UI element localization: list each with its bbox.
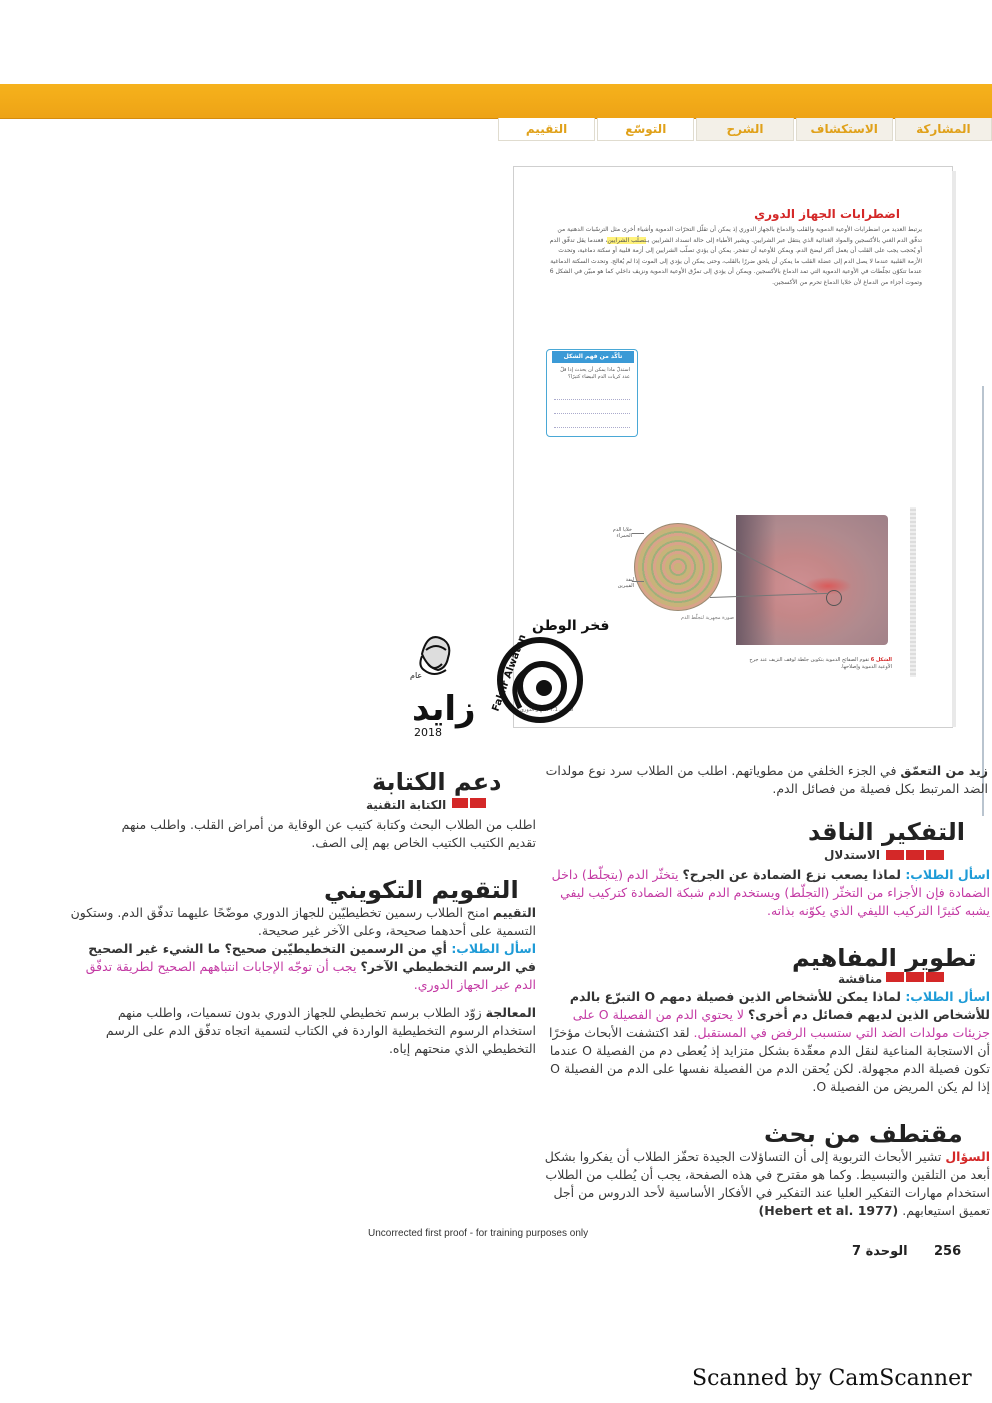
fakhr-alwatan-stamp [490,616,610,732]
formative-paragraph: التقييم امنح الطلاب رسمين تخطيطيّين للجهاز الدوري موضّحًا عليهما تدفّق الدم. وستكون التسمية على أحدهما صحيحة، وعلى الآخر غير صحيحة. اسأل الطلاب: أي من الرسمين التخطيطيّين صحيح؟ ما الشيء غير الصحيح في الرسم التخطيطي الآخر؟ يجب أن توجّه الإجابات انتباههم الصحيح لطريقة تدفّق الدم عبر الجهاز الدوري. [70,905,536,992]
tab-evaluate[interactable]: التقييم [498,118,595,141]
svg-text:Fakhr Alwatan: Fakhr Alwatan [490,633,529,714]
svg-text:2018: 2018 [414,726,442,739]
zayed-year-stamp [408,620,482,740]
difficulty-badges [886,850,944,860]
critical-paragraph: اسأل الطلاب: لماذا يصعب نزع الضمادة عن الجرح؟ يتخثّر الدم (يتجلّط) داخل الضمادة فإن الأجزاء من التخثّر (التجلّط) ويستخدم الدم شبكة الضمادة كتركيب ليفي يشبه كثيرًا التركيب الليفي الذي يكوّنه بذاته. [551,867,990,918]
check-figure-text: استدلّ ماذا يمكن أن يحدث إذا قلّ عدد كريات الدم البيضاء كثيرًا؟ [560,367,630,380]
page-edge [982,386,984,816]
tab-elaborate[interactable]: التوسّع [597,118,694,141]
concepts-tag: مناقشة [838,972,883,986]
research-paragraph: السؤال تشير الأبحاث التربوية إلى أن التساؤلات الجيدة تحفّز الطلاب أن يفكروا بشكل أبعد من التلقين والتبسيط. وكما هو مقترح في هذه الصفحة، يجب أن يُطلب من الطلاب استخدام مهارات التفكير العليا عند التفكير في الأفكار الأساسية لأحد الدروس من أجل تعميق استيعابهم. (Hebert et al. 1977) [544,1149,990,1218]
formative-assessment-title: التقويم التكويني [324,876,519,904]
label-fibrin: ليفة الفيبرين [617,577,634,589]
svg-text:عام: عام [410,671,423,680]
remediation-paragraph: المعالجة زوّد الطلاب برسم تخطيطي للجهاز الدوري بدون تسميات، واطلب منهم استخدام الرسوم التخطيطية الواردة في الكتاب لتسمية اتجاه تدفّق الدم على الرسم التخطيطي الذي منحتهم إياه. [105,1005,536,1056]
svg-text:فخر الوطن: فخر الوطن [532,618,610,634]
check-figure-title: تأكّد من فهم الشكل [552,351,634,363]
proof-notice: Uncorrected first proof - for training purposes only [368,1228,589,1239]
critical-thinking-title: التفكير الناقد [808,818,965,846]
clot-micrograph [634,523,722,611]
tab-explore[interactable]: الاستكشاف [796,118,893,141]
concepts-paragraph: اسأل الطلاب: لماذا يمكن للأشخاص الذين فصيلة دمهم O التبرّع بالدم للأشخاص الذين لديهم فصائل دم أخرى؟ لا يحتوي الدم من الفصيلة O على جزيئات مولدات الضد التي ستسبب الرفض في المستقبل. لقد اكتشفت الأبحاث مؤخرًا أن الاستجابة المناعية لنقل الدم معقّدة بشكل متزايد إذ يُعطى دم من الفصيلة O عندما تكون فصيلة الدم مجهولة. لكن يُحقن الدم من الفصيلة نفسها على الدم من الفصيلة O إذا لم يكن المريض من الفصيلة O. [549,989,990,1094]
highlighted-term: تصلّب الشرايين [607,236,647,244]
photo-caption: صورة مجهرية لتجلّط الدم [681,615,734,621]
writing-support-title: دعم الكتابة [372,768,502,796]
writing-tag: الكتابة التقنية [366,798,447,812]
scanner-watermark: Scanned by CamScanner [692,1366,972,1391]
unit-label: الوحدة 7 [852,1244,908,1259]
inner-paragraph: يرتبط العديد من اضطرابات الأوعية الدموية والقلب والدماغ بالجهاز الدوري إذ يمكن أن تقلّل التحرّات الدموية وأشياء أخرى مثل الترسّبات الدهنية من تدفّق الدم الغني بالأكسجين والمواد الغذائية الذي ينتقل عبر الشرايين. ويشير الأطباء إلى حالة انسداد الشرايين بـتصلّب الشرايين، فعندما يقل تدفّق الدم أو يُحجب يجب على القلب أن يعمل أكثر ليضخ الدم. ويمكن للأوعية أن تنفجر. يمكن أن يؤدي تصلّب الشرايين إلى أزمة قلبية أو سكتة دماغية، وتحدث الأزمة القلبية عندما لا يصل الدم إلى عضلة القلب ما يمكن أن يلحق ضررًا بالقلب، وحتى يمكن أن يؤدي إلى الموت إذا لم يُعالج. وتحدث السكتة الدماغية عندما تتكوّن تجلّطات في الأوعية الدموية التي تمد الدماغ بالأكسجين. ويمكن أن يؤدي إلى تمزّق الأوعية الدموية ونزيف داخلي كما هو مبيّن في الشكل 6 وتموت أجزاء من الدماغ لأن خلايا الدماغ تحرم من الأكسجين. [549,226,922,286]
writing-paragraph: اطلب من الطلاب البحث وكتابة كتيب عن الوقاية من أمراض القلب. واطلب منهم تقديم الكتيب الكتيب الخاص بهم إلى الصف. [121,817,536,850]
svg-text:زايد: زايد [412,689,476,729]
critical-tag: الاستدلال [824,848,881,862]
tab-engage[interactable]: المشاركة [895,118,992,141]
figure-caption: الشكل 6 تقوم الصفائح الدموية بتكوين جلطة لوقف النزيف عند جرح الأوعية الدموية وإصلاحها. [749,657,892,670]
research-excerpt-title: مقتطف من بحث [764,1120,963,1148]
difficulty-badges [452,798,486,808]
tab-explain[interactable]: الشرح [696,118,793,141]
header-band [0,84,992,119]
wound-callout [826,590,842,606]
label-red-cells: خلايا الدم الحمراء [612,527,632,539]
section-tabs [496,118,992,142]
difficulty-badges [886,972,944,982]
enrich-paragraph: زيد من التعمّق في الجزء الخلفي من مطوياتهم. اطلب من الطلاب سرد نوع مولدات الضد المرتبط بكل فصيلة من فصائل الدم. [545,763,988,796]
developing-concepts-title: تطوير المفاهيم [792,944,977,972]
inner-footer: الدرس 7.1 الجهاز الدوري [520,707,574,713]
side-ribbon [910,507,916,677]
inner-title: اضطرابات الجهاز الدوري [754,207,900,221]
page-number: 256 [934,1244,962,1259]
